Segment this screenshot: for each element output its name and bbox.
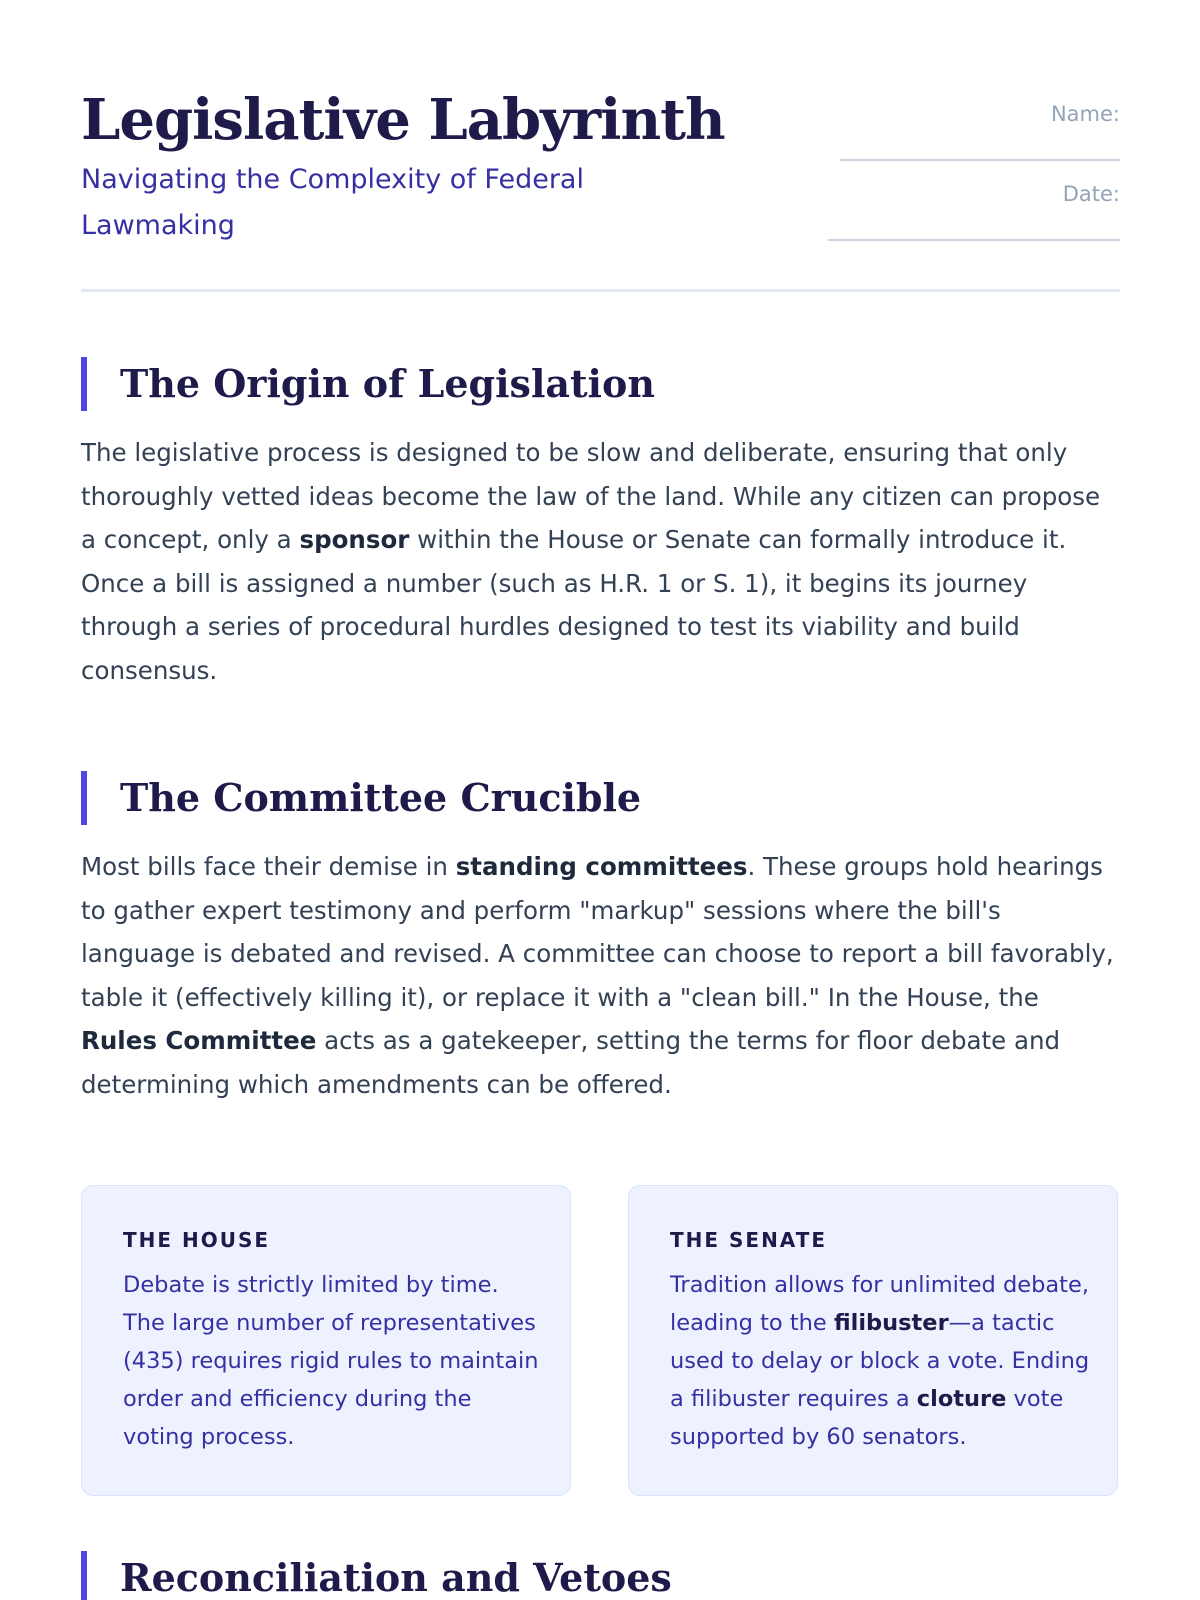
- section-paragraph: [81, 431, 1120, 692]
- section-heading: Reconciliation and Vetoes: [81, 1551, 672, 1600]
- text-run: —a tactic used to delay or block a vote. Ending a filibuster requires a: [670, 1310, 1090, 1412]
- emphasized-term: Rules Committee: [81, 1026, 317, 1055]
- emphasized-term: cloture: [916, 1386, 1007, 1412]
- page-header: [81, 82, 1120, 292]
- section-heading: The Committee Crucible: [81, 771, 641, 825]
- text-run: acts as a gatekeeper, setting the terms for floor debate and determining which amendments can be offered.: [81, 1026, 1061, 1099]
- house-card: [81, 1185, 571, 1496]
- section-reconciliation: [81, 1551, 1120, 1600]
- name-label: Name:: [1050, 102, 1120, 126]
- page-subtitle: Navigating the Complexity of Federal Lawmaking: [81, 164, 584, 241]
- section-committee: [81, 771, 1120, 1111]
- date-label: Date:: [1062, 182, 1120, 206]
- date-field[interactable]: [828, 239, 1120, 241]
- emphasized-term: filibuster: [833, 1310, 949, 1336]
- chamber-comparison: [81, 1185, 1120, 1498]
- card-title: THE HOUSE: [123, 1228, 271, 1252]
- text-run: Debate is strictly limited by time. The large number of representatives (435) requires rigid rules to maintain order and efficiency during the voting process.: [123, 1272, 539, 1450]
- senate-card: [628, 1185, 1118, 1496]
- section-origin: [81, 357, 1120, 697]
- text-run: The legislative process is designed to be slow and deliberate, ensuring that only thoroughly vetted ideas become the law of the land. While any citizen can propose a concept, only a: [81, 438, 1101, 554]
- text-run: Most bills face their demise in: [81, 852, 456, 881]
- section-heading: The Origin of Legislation: [81, 357, 655, 411]
- card-text: [670, 1266, 1090, 1456]
- emphasized-term: standing committees: [455, 852, 748, 881]
- page-title: Legislative Labyrinth: [81, 87, 725, 153]
- card-title: THE SENATE: [670, 1228, 828, 1252]
- student-info: [820, 102, 1120, 252]
- text-run: within the House or Senate can formally introduce it. Once a bill is assigned a number (such as H.R. 1 or S. 1), it begins its journey through a series of procedural hurdles designed to test its viability and build consensus.: [81, 525, 1067, 685]
- card-text: [123, 1266, 543, 1456]
- emphasized-term: sponsor: [299, 525, 410, 554]
- section-paragraph: [81, 845, 1120, 1106]
- text-run: Tradition allows for unlimited debate, leading to the: [670, 1272, 1089, 1336]
- name-field[interactable]: [840, 159, 1120, 161]
- header-divider: [81, 289, 1120, 292]
- text-run: vote supported by 60 senators.: [670, 1386, 1064, 1450]
- worksheet-page: [81, 0, 1120, 1600]
- text-run: . These groups hold hearings to gather expert testimony and perform "markup" sessions where the bill's language is debated and revised. A committee can choose to report a bill favorably, table it (effectively killing it), or replace it with a "clean bill." In the House, the: [81, 852, 1114, 1012]
